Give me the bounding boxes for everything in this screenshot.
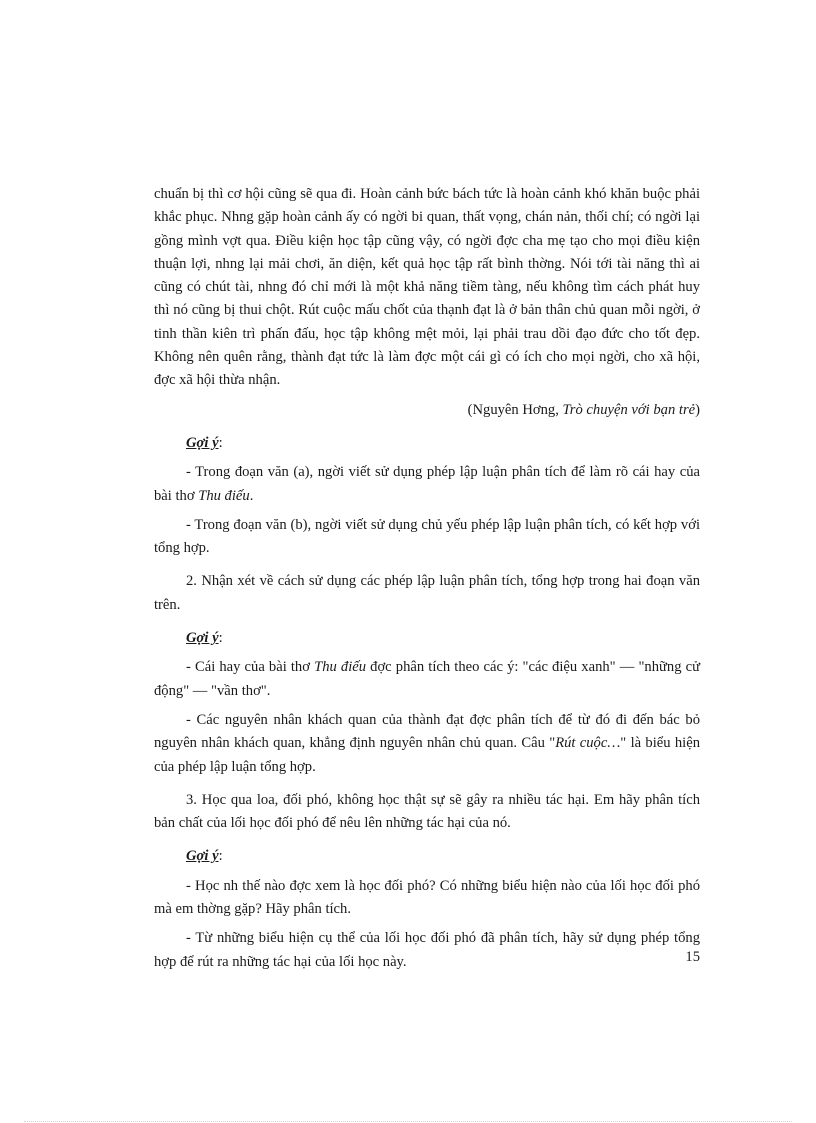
hint-colon: :	[218, 848, 223, 865]
intro-paragraph: chuẩn bị thì cơ hội cũng sẽ qua đi. Hoàn cảnh bức bách tức là hoàn cảnh khó khăn buộc phải khắc phục. Nhng gặp hoàn cảnh ấy có ngời bi quan, thất vọng, chán nản, thối chí; có ngời lại gồng mình vợt qua. Điều kiện học tập cũng vậy, có ngời đợc cha mẹ tạo cho mọi điều kiện thuận lợi, nhng lại mải chơi, ăn diện, kết quả học tập rất bình thờng. Nói tới tài năng thì ai cũng có chút tài, nhng đó chỉ mới là một khả năng tiềm tàng, nếu không tìm cách phát huy thì nó cũng bị thui chột. Rút cuộc mấu chốt của thạnh đạt là ở bản thân chủ quan mỗi ngời, ở tinh thần kiên trì phấn đấu, học tập không mệt mỏi, lại phải trau dồi đạo đức cho tốt đẹp. Không nên quên rằng, thành đạt tức là làm đợc một cái gì có ích cho mọi ngời, cho xã hội, đợc xã hội thừa nhận.	[154, 186, 700, 389]
question3-hint-bullet-1: - Học nh thế nào đợc xem là học đối phó? Có những biểu hiện nào của lối học đối phó mà em thờng gặp? Hãy phân tích.	[154, 877, 700, 918]
q2-b2-pre: - Các nguyên nhân khách quan của thành đạt đợc phân tích để từ đó đi đến bác bỏ nguyên nhân khách quan, khẳng định nguyên nhân chủ quan. Câu "	[154, 711, 700, 752]
question3-hint-bullet-2: - Từ những biểu hiện cụ thể của lối học đối phó đã phân tích, hãy sử dụng phép tổng hợp để rút ra những tác hại của lối học này.	[154, 930, 700, 970]
hint-colon: :	[218, 434, 223, 451]
bottom-divider	[24, 1121, 792, 1122]
q2-b2-quote: Rút cuộc…	[555, 735, 621, 752]
source-prefix: (Nguyên Hơng,	[467, 401, 563, 418]
bullet-a-end: .	[249, 487, 254, 504]
hint-colon: :	[218, 630, 223, 647]
source-suffix: )	[695, 401, 700, 418]
page-number: 15	[685, 949, 700, 965]
question-2: 2. Nhận xét về cách sử dụng các phép lập luận phân tích, tổng hợp trong hai đoạn văn trên.	[154, 573, 700, 613]
bullet-a-text: - Trong đoạn văn (a), ngời viết sử dụng phép lập luận phân tích để làm rõ cái hay của bài thơ	[154, 464, 700, 504]
hint-label: Gợi ý	[186, 434, 219, 451]
source-title: Trò chuyện với bạn trẻ	[562, 401, 696, 418]
question2-hint-bullet-2	[154, 709, 700, 779]
q2-b1-title: Thu điếu	[314, 659, 367, 676]
q2-b1-post: đợc phân tích theo các ý: "các điệu xanh" — "những cử động" — "vần thơ".	[154, 659, 701, 699]
hint-label: Gợi ý	[186, 630, 219, 647]
hint-heading-1	[154, 432, 700, 455]
source-citation	[154, 399, 700, 422]
question-3: 3. Học qua loa, đối phó, không học thật sự sẽ gây ra nhiều tác hại. Em hãy phân tích bản chất của lối học đối phó để nêu lên những tác hại của nó.	[154, 791, 700, 832]
hint-label: Gợi ý	[186, 848, 219, 865]
q2-b2-post: " là biểu hiện của phép lập luận tổng hợp.	[154, 735, 700, 775]
section1-bullet-a	[154, 461, 700, 508]
page-content	[154, 183, 700, 974]
q2-b1-pre: - Cái hay của bài thơ	[186, 659, 315, 676]
bullet-a-title: Thu điếu	[198, 487, 250, 504]
question2-hint-bullet-1	[154, 656, 700, 703]
section1-bullet-b: - Trong đoạn văn (b), ngời viết sử dụng chủ yếu phép lập luận phân tích, có kết hợp với tổng hợp.	[154, 516, 700, 557]
hint-heading-3	[154, 845, 700, 868]
hint-heading-2	[154, 627, 700, 650]
